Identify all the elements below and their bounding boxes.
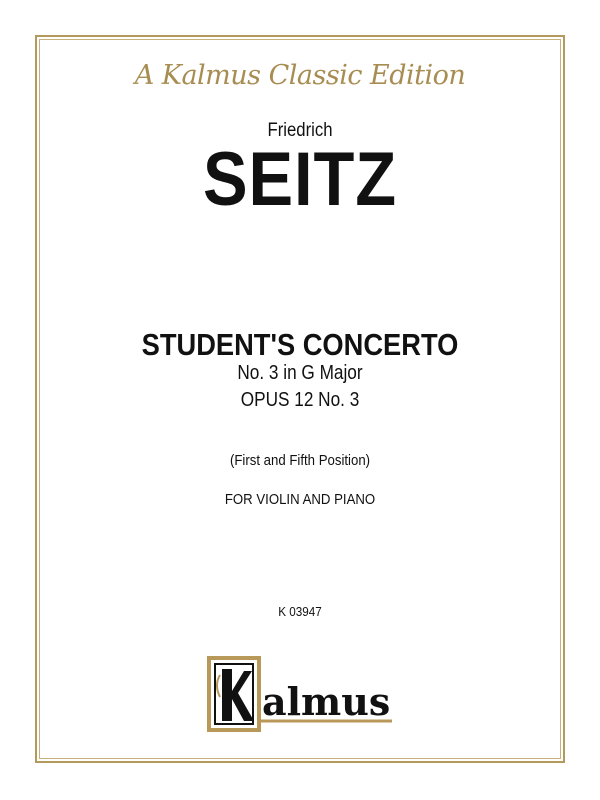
work-opus: OPUS 12 No. 3 xyxy=(240,389,360,411)
logo-flourish xyxy=(217,675,220,697)
composer-last-name: SEITZ xyxy=(203,137,397,222)
work-title: STUDENT'S CONCERTO xyxy=(141,327,459,362)
catalog-number: K 03947 xyxy=(278,604,322,619)
series-name: A Kalmus Classic Edition xyxy=(134,60,466,91)
kalmus-logo xyxy=(206,655,396,733)
instrumentation: FOR VIOLIN AND PIANO xyxy=(224,491,376,508)
position-note: (First and Fifth Position) xyxy=(229,452,371,469)
composer-first-name: Friedrich xyxy=(267,120,333,141)
logo-wordmark: almus xyxy=(262,679,391,724)
logo-k-glyph xyxy=(222,669,254,721)
work-number: No. 3 in G Major xyxy=(237,362,363,384)
